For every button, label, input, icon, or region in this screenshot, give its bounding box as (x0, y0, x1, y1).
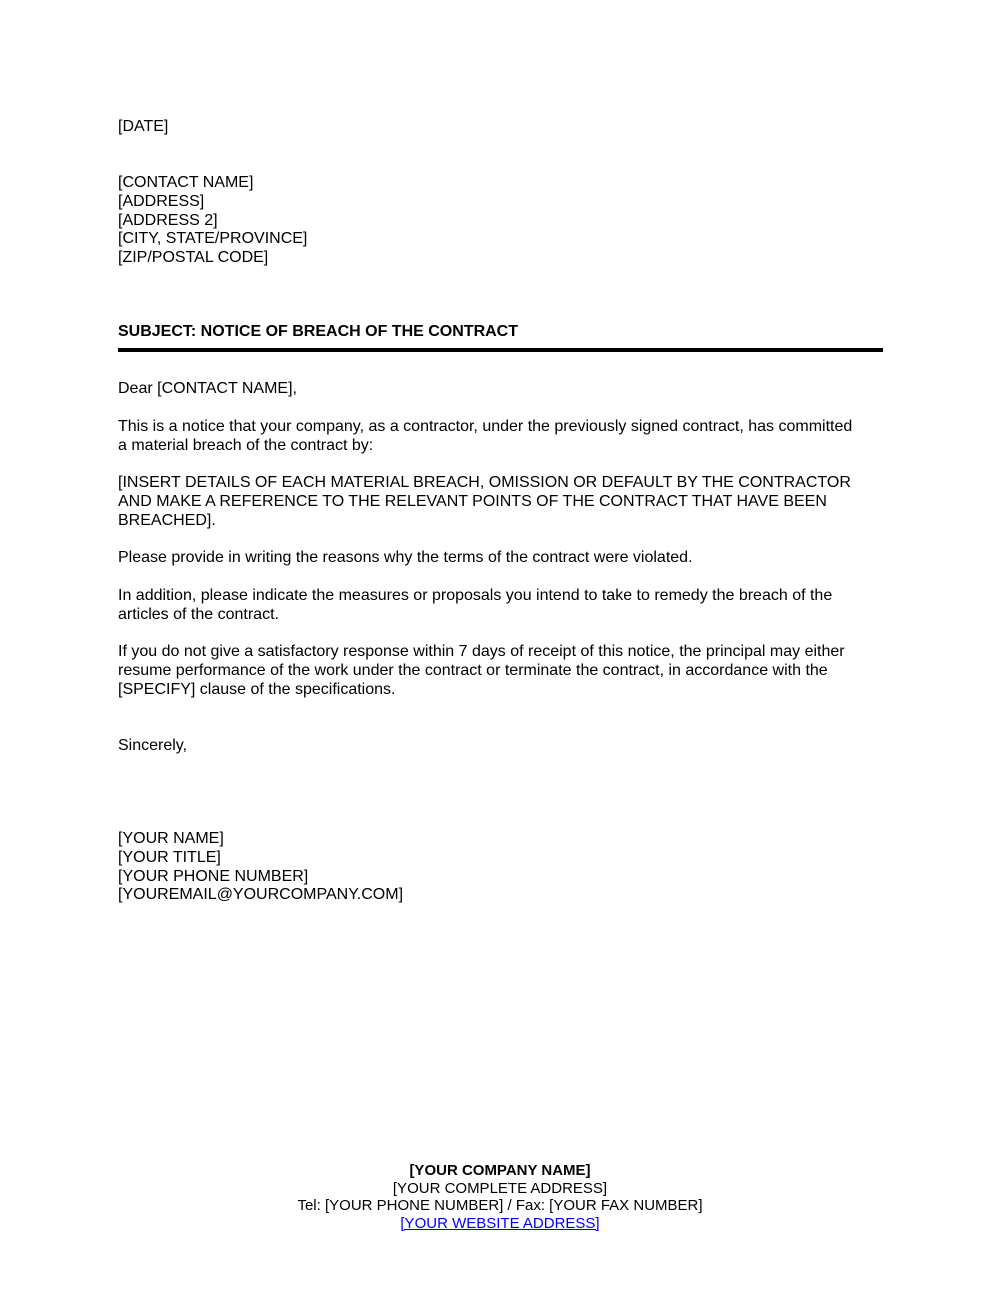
letterhead-footer (0, 1162, 1000, 1232)
paragraph-line: If you do not give a satisfactory response within 7 days of receipt of this notice, the principal may either (118, 643, 845, 660)
recipient-zip: [ZIP/POSTAL CODE] (118, 249, 269, 267)
closing (118, 737, 888, 756)
paragraph-3 (118, 549, 888, 568)
paragraph-line: In addition, please indicate the measures or proposals you intend to take to remedy the breach of the (118, 587, 833, 604)
date-text: [DATE] (118, 118, 169, 135)
footer-contact: Tel: [YOUR PHONE NUMBER] / Fax: [YOUR FAX NUMBER] (297, 1197, 703, 1214)
paragraph-line: Please provide in writing the reasons why the terms of the contract were violated. (118, 549, 693, 566)
paragraph-line: articles of the contract. (118, 605, 279, 623)
recipient-address: [ADDRESS] (118, 192, 205, 210)
paragraph-line: AND MAKE A REFERENCE TO THE RELEVANT POINTS OF THE CONTRACT THAT HAVE BEEN (118, 492, 827, 510)
paragraph-2 (118, 474, 888, 530)
subject-divider (118, 348, 883, 352)
recipient-contact-name: [CONTACT NAME] (118, 174, 254, 191)
footer-address: [YOUR COMPLETE ADDRESS] (392, 1179, 608, 1197)
signature-email: [YOUREMAIL@YOURCOMPANY.COM] (118, 886, 404, 904)
paragraph-4 (118, 587, 888, 625)
recipient-address-block (118, 174, 888, 268)
paragraph-1 (118, 418, 888, 456)
footer-company-name: [YOUR COMPANY NAME] (409, 1162, 591, 1179)
paragraph-line: a material breach of the contract by: (118, 436, 374, 454)
paragraph-line: This is a notice that your company, as a contractor, under the previously signed contract, has committed (118, 418, 853, 435)
closing-text: Sincerely, (118, 737, 188, 754)
signature-block (118, 830, 888, 905)
paragraph-line: BREACHED]. (118, 511, 216, 529)
subject-heading: SUBJECT: NOTICE OF BREACH OF THE CONTRACT (118, 323, 518, 340)
footer-website-link[interactable]: [YOUR WEBSITE ADDRESS] (400, 1214, 600, 1232)
signature-name: [YOUR NAME] (118, 830, 224, 847)
signature-phone: [YOUR PHONE NUMBER] (118, 867, 309, 885)
signature-title: [YOUR TITLE] (118, 848, 221, 866)
salutation (118, 380, 888, 399)
paragraph-line: resume performance of the work under the contract or terminate the contract, in accordance with the (118, 661, 828, 679)
paragraph-line: [SPECIFY] clause of the specifications. (118, 680, 396, 698)
salutation-text: Dear [CONTACT NAME], (118, 380, 297, 397)
date-line (118, 118, 888, 137)
paragraph-line: [INSERT DETAILS OF EACH MATERIAL BREACH, OMISSION OR DEFAULT BY THE CONTRACTOR (118, 474, 851, 491)
recipient-address2: [ADDRESS 2] (118, 211, 218, 229)
paragraph-5 (118, 643, 888, 699)
recipient-city-state: [CITY, STATE/PROVINCE] (118, 230, 308, 248)
